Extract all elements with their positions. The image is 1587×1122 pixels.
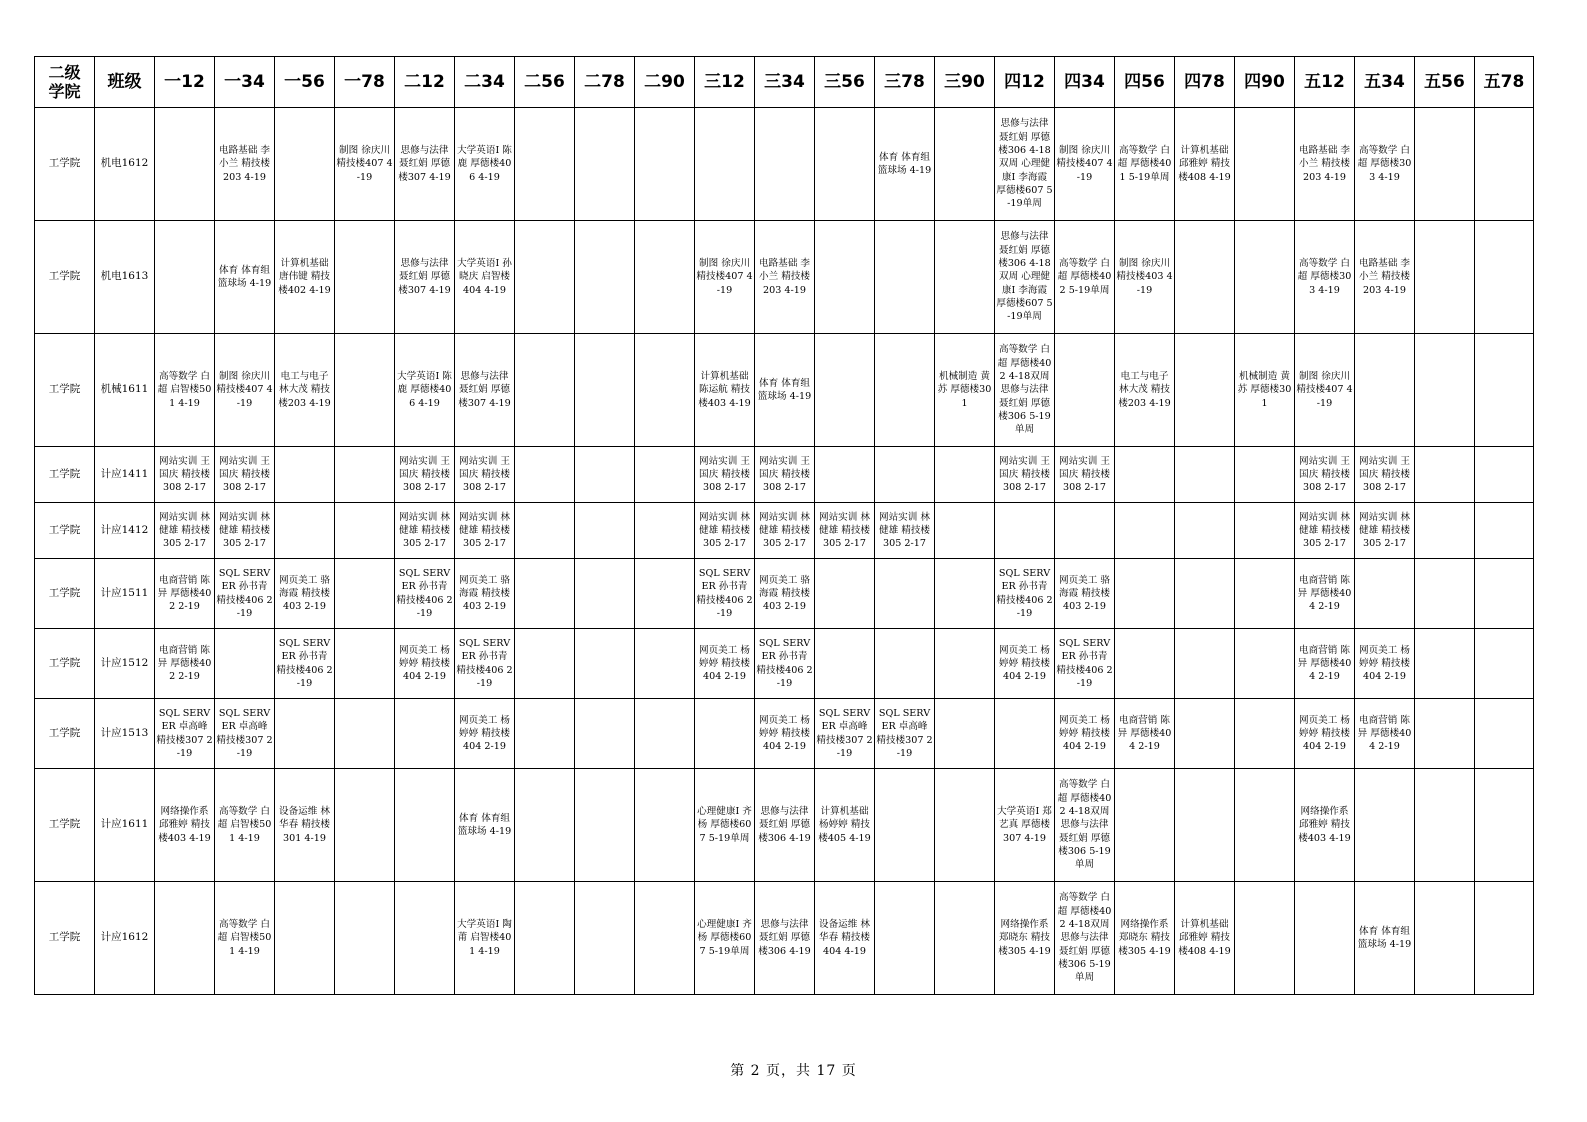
course-cell bbox=[1115, 447, 1175, 503]
course-cell bbox=[515, 447, 575, 503]
course-cell bbox=[395, 699, 455, 769]
course-cell bbox=[515, 334, 575, 447]
college-cell: 工学院 bbox=[35, 447, 95, 503]
header-period: 二90 bbox=[635, 57, 695, 108]
course-cell: 设备运维 林华春 精技楼301 4-19 bbox=[275, 769, 335, 882]
course-cell: 设备运维 林华春 精技楼404 4-19 bbox=[815, 882, 875, 995]
course-cell bbox=[1235, 503, 1295, 559]
course-cell: 大学英语Ⅰ 孙晓庆 启智楼404 4-19 bbox=[455, 221, 515, 334]
course-cell: 网页美工 骆海霞 精技楼403 2-19 bbox=[275, 559, 335, 629]
course-cell bbox=[875, 447, 935, 503]
course-cell bbox=[1235, 221, 1295, 334]
class-cell: 计应1513 bbox=[95, 699, 155, 769]
course-cell bbox=[395, 769, 455, 882]
table-row bbox=[35, 108, 1534, 221]
course-cell bbox=[335, 334, 395, 447]
course-cell: 网页美工 骆海霞 精技楼403 2-19 bbox=[755, 559, 815, 629]
course-cell bbox=[935, 699, 995, 769]
course-cell bbox=[335, 447, 395, 503]
course-cell bbox=[935, 447, 995, 503]
course-cell: 大学英语Ⅰ 陶莆 启智楼401 4-19 bbox=[455, 882, 515, 995]
course-cell bbox=[1055, 503, 1115, 559]
course-cell bbox=[1415, 559, 1475, 629]
course-cell bbox=[635, 882, 695, 995]
college-cell: 工学院 bbox=[35, 503, 95, 559]
course-cell: 大学英语Ⅰ 郑艺真 厚德楼307 4-19 bbox=[995, 769, 1055, 882]
course-cell: 计算机基础 邱雅婷 精技楼408 4-19 bbox=[1175, 108, 1235, 221]
table-row bbox=[35, 629, 1534, 699]
class-cell: 计应1511 bbox=[95, 559, 155, 629]
timetable bbox=[34, 56, 1534, 995]
course-cell: 网站实训 林健雄 精技楼305 2-17 bbox=[695, 503, 755, 559]
course-cell bbox=[275, 503, 335, 559]
course-cell bbox=[1175, 334, 1235, 447]
table-row bbox=[35, 699, 1534, 769]
course-cell bbox=[1355, 334, 1415, 447]
course-cell bbox=[815, 221, 875, 334]
course-cell bbox=[1415, 447, 1475, 503]
course-cell: SQL SERVER 孙书青 精技楼406 2-19 bbox=[995, 559, 1055, 629]
course-cell bbox=[275, 447, 335, 503]
course-cell bbox=[515, 503, 575, 559]
course-cell: 高等数学 白超 厚德楼402 4-18双周 思修与法律 聂红娟 厚德楼306 5-19单周 bbox=[995, 334, 1055, 447]
course-cell: 电路基础 李小兰 精技楼203 4-19 bbox=[1355, 221, 1415, 334]
course-cell: 网站实训 王国庆 精技楼308 2-17 bbox=[1055, 447, 1115, 503]
course-cell bbox=[1175, 769, 1235, 882]
course-cell bbox=[1115, 769, 1175, 882]
course-cell: SQL SERVER 卓高峰 精技楼307 2-19 bbox=[815, 699, 875, 769]
course-cell: 高等数学 白超 厚德楼402 5-19单周 bbox=[1055, 221, 1115, 334]
college-cell: 工学院 bbox=[35, 559, 95, 629]
course-cell bbox=[515, 769, 575, 882]
course-cell: SQL SERVER 孙书青 精技楼406 2-19 bbox=[455, 629, 515, 699]
course-cell: 制图 徐庆川 精技楼407 4-19 bbox=[1055, 108, 1115, 221]
header-period: 三56 bbox=[815, 57, 875, 108]
table-row bbox=[35, 334, 1534, 447]
course-cell bbox=[935, 108, 995, 221]
course-cell bbox=[995, 503, 1055, 559]
course-cell: 制图 徐庆川 精技楼407 4-19 bbox=[695, 221, 755, 334]
course-cell bbox=[635, 503, 695, 559]
course-cell: 思修与法律 聂红娟 厚德楼306 4-18双周 心理健康Ⅰ 李海霞 厚德楼607 5-19单周 bbox=[995, 108, 1055, 221]
course-cell: 思修与法律 聂红娟 厚德楼306 4-19 bbox=[755, 882, 815, 995]
header-college: 二级学院 bbox=[35, 57, 95, 108]
course-cell bbox=[635, 559, 695, 629]
course-cell: 网站实训 王国庆 精技楼308 2-17 bbox=[455, 447, 515, 503]
course-cell: 网站实训 林健雄 精技楼305 2-17 bbox=[1355, 503, 1415, 559]
course-cell: 体育 体育组 篮球场 4-19 bbox=[1355, 882, 1415, 995]
college-cell: 工学院 bbox=[35, 629, 95, 699]
course-cell bbox=[935, 882, 995, 995]
course-cell bbox=[635, 769, 695, 882]
course-cell: 电路基础 李小兰 精技楼203 4-19 bbox=[755, 221, 815, 334]
course-cell bbox=[275, 882, 335, 995]
course-cell: 体育 体育组 篮球场 4-19 bbox=[875, 108, 935, 221]
course-cell bbox=[635, 447, 695, 503]
course-cell bbox=[575, 334, 635, 447]
course-cell bbox=[515, 221, 575, 334]
course-cell: 电路基础 李小兰 精技楼203 4-19 bbox=[1295, 108, 1355, 221]
course-cell: 高等数学 白超 启智楼501 4-19 bbox=[155, 334, 215, 447]
header-period: 三78 bbox=[875, 57, 935, 108]
course-cell: 网站实训 林健雄 精技楼305 2-17 bbox=[215, 503, 275, 559]
course-cell: 网络操作系 邱雅婷 精技楼403 4-19 bbox=[155, 769, 215, 882]
course-cell bbox=[1475, 503, 1534, 559]
course-cell bbox=[1475, 221, 1534, 334]
table-row bbox=[35, 503, 1534, 559]
course-cell bbox=[875, 769, 935, 882]
course-cell bbox=[815, 334, 875, 447]
course-cell: 网页美工 杨婷婷 精技楼404 2-19 bbox=[1355, 629, 1415, 699]
header-period: 四12 bbox=[995, 57, 1055, 108]
class-cell: 计应1512 bbox=[95, 629, 155, 699]
header-period: 一34 bbox=[215, 57, 275, 108]
course-cell bbox=[1235, 108, 1295, 221]
course-cell: 网页美工 杨婷婷 精技楼404 2-19 bbox=[1055, 699, 1115, 769]
course-cell bbox=[1235, 559, 1295, 629]
course-cell bbox=[815, 447, 875, 503]
course-cell: 电商营销 陈异 厚德楼402 2-19 bbox=[155, 629, 215, 699]
course-cell: 网站实训 王国庆 精技楼308 2-17 bbox=[215, 447, 275, 503]
course-cell: 高等数学 白超 厚德楼303 4-19 bbox=[1355, 108, 1415, 221]
course-cell: 计算机基础 邱雅婷 精技楼408 4-19 bbox=[1175, 882, 1235, 995]
course-cell bbox=[1415, 629, 1475, 699]
course-cell bbox=[1475, 334, 1534, 447]
course-cell: SQL SERVER 孙书青 精技楼406 2-19 bbox=[695, 559, 755, 629]
course-cell bbox=[275, 699, 335, 769]
course-cell: SQL SERVER 孙书青 精技楼406 2-19 bbox=[395, 559, 455, 629]
course-cell bbox=[575, 447, 635, 503]
course-cell: SQL SERVER 卓高峰 精技楼307 2-19 bbox=[155, 699, 215, 769]
course-cell: 网站实训 林健雄 精技楼305 2-17 bbox=[815, 503, 875, 559]
course-cell bbox=[335, 629, 395, 699]
course-cell bbox=[1415, 882, 1475, 995]
course-cell bbox=[515, 108, 575, 221]
header-period: 三90 bbox=[935, 57, 995, 108]
class-cell: 计应1611 bbox=[95, 769, 155, 882]
course-cell: 网页美工 骆海霞 精技楼403 2-19 bbox=[1055, 559, 1115, 629]
course-cell: SQL SERVER 孙书青 精技楼406 2-19 bbox=[275, 629, 335, 699]
class-cell: 机电1612 bbox=[95, 108, 155, 221]
course-cell: 电商营销 陈异 厚德楼404 2-19 bbox=[1295, 629, 1355, 699]
course-cell bbox=[275, 108, 335, 221]
course-cell bbox=[1475, 629, 1534, 699]
course-cell bbox=[815, 559, 875, 629]
header-class: 班级 bbox=[95, 57, 155, 108]
course-cell bbox=[1415, 108, 1475, 221]
course-cell: 网页美工 杨婷婷 精技楼404 2-19 bbox=[995, 629, 1055, 699]
course-cell bbox=[1235, 447, 1295, 503]
course-cell: 高等数学 白超 启智楼501 4-19 bbox=[215, 882, 275, 995]
course-cell: 制图 徐庆川 精技楼407 4-19 bbox=[215, 334, 275, 447]
college-cell: 工学院 bbox=[35, 108, 95, 221]
course-cell: 思修与法律 聂红娟 厚德楼306 4-18双周 心理健康Ⅰ 李海霞 厚德楼607 5-19单周 bbox=[995, 221, 1055, 334]
course-cell: 网络操作系 邱雅婷 精技楼403 4-19 bbox=[1295, 769, 1355, 882]
course-cell bbox=[515, 882, 575, 995]
header-period: 二34 bbox=[455, 57, 515, 108]
course-cell: 机械制造 黄苏 厚德楼301 bbox=[1235, 334, 1295, 447]
header-period: 五56 bbox=[1415, 57, 1475, 108]
header-period: 一12 bbox=[155, 57, 215, 108]
course-cell: 大学英语Ⅰ 陈鹿 厚德楼406 4-19 bbox=[395, 334, 455, 447]
course-cell: 网络操作系 郑晓东 精技楼305 4-19 bbox=[1115, 882, 1175, 995]
course-cell bbox=[695, 108, 755, 221]
table-row bbox=[35, 559, 1534, 629]
course-cell: 计算机基础 唐伟键 精技楼402 4-19 bbox=[275, 221, 335, 334]
course-cell: 网站实训 林健雄 精技楼305 2-17 bbox=[755, 503, 815, 559]
course-cell bbox=[1175, 559, 1235, 629]
course-cell bbox=[1175, 447, 1235, 503]
course-cell bbox=[1475, 108, 1534, 221]
course-cell bbox=[1355, 559, 1415, 629]
header-period: 五12 bbox=[1295, 57, 1355, 108]
course-cell bbox=[1475, 699, 1534, 769]
course-cell: 网站实训 王国庆 精技楼308 2-17 bbox=[395, 447, 455, 503]
course-cell bbox=[635, 334, 695, 447]
course-cell bbox=[515, 699, 575, 769]
table-row bbox=[35, 447, 1534, 503]
course-cell: 制图 徐庆川 精技楼407 4-19 bbox=[335, 108, 395, 221]
course-cell: 网页美工 杨婷婷 精技楼404 2-19 bbox=[695, 629, 755, 699]
course-cell: 网站实训 王国庆 精技楼308 2-17 bbox=[1355, 447, 1415, 503]
course-cell: 电商营销 陈异 厚德楼402 2-19 bbox=[155, 559, 215, 629]
course-cell bbox=[1415, 699, 1475, 769]
college-cell: 工学院 bbox=[35, 882, 95, 995]
course-cell bbox=[1235, 769, 1295, 882]
course-cell bbox=[1235, 699, 1295, 769]
course-cell: 电工与电子 林大茂 精技楼203 4-19 bbox=[1115, 334, 1175, 447]
table-row bbox=[35, 221, 1534, 334]
course-cell: 体育 体育组 篮球场 4-19 bbox=[755, 334, 815, 447]
header-period: 五78 bbox=[1475, 57, 1534, 108]
header-period: 一78 bbox=[335, 57, 395, 108]
course-cell: 大学英语Ⅰ 陈鹿 厚德楼406 4-19 bbox=[455, 108, 515, 221]
course-cell bbox=[935, 559, 995, 629]
course-cell bbox=[935, 221, 995, 334]
header-period: 五34 bbox=[1355, 57, 1415, 108]
course-cell bbox=[875, 629, 935, 699]
course-cell bbox=[1295, 882, 1355, 995]
course-cell: 电路基础 李小兰 精技楼203 4-19 bbox=[215, 108, 275, 221]
course-cell: 思修与法律 聂红娟 厚德楼307 4-19 bbox=[395, 221, 455, 334]
course-cell bbox=[995, 699, 1055, 769]
course-cell bbox=[335, 221, 395, 334]
class-cell: 计应1412 bbox=[95, 503, 155, 559]
header-period: 四34 bbox=[1055, 57, 1115, 108]
course-cell: 心理健康Ⅰ 齐杨 厚德楼607 5-19单周 bbox=[695, 882, 755, 995]
course-cell: 机械制造 黄苏 厚德楼301 bbox=[935, 334, 995, 447]
course-cell: 心理健康Ⅰ 齐杨 厚德楼607 5-19单周 bbox=[695, 769, 755, 882]
course-cell: 网站实训 林健雄 精技楼305 2-17 bbox=[875, 503, 935, 559]
table-row bbox=[35, 882, 1534, 995]
course-cell: 计算机基础 陈运航 精技楼403 4-19 bbox=[695, 334, 755, 447]
course-cell bbox=[1475, 882, 1534, 995]
course-cell: 网站实训 王国庆 精技楼308 2-17 bbox=[755, 447, 815, 503]
course-cell: 网站实训 王国庆 精技楼308 2-17 bbox=[995, 447, 1055, 503]
course-cell: 体育 体育组 篮球场 4-19 bbox=[215, 221, 275, 334]
header-period: 一56 bbox=[275, 57, 335, 108]
course-cell: 网站实训 王国庆 精技楼308 2-17 bbox=[1295, 447, 1355, 503]
course-cell bbox=[575, 699, 635, 769]
course-cell: 思修与法律 聂红娟 厚德楼307 4-19 bbox=[455, 334, 515, 447]
course-cell bbox=[935, 629, 995, 699]
course-cell bbox=[335, 503, 395, 559]
course-cell: 网站实训 林健雄 精技楼305 2-17 bbox=[1295, 503, 1355, 559]
course-cell: SQL SERVER 卓高峰 精技楼307 2-19 bbox=[215, 699, 275, 769]
course-cell: 高等数学 白超 厚德楼303 4-19 bbox=[1295, 221, 1355, 334]
course-cell bbox=[575, 882, 635, 995]
course-cell bbox=[1175, 503, 1235, 559]
college-cell: 工学院 bbox=[35, 334, 95, 447]
course-cell bbox=[755, 108, 815, 221]
course-cell: 高等数学 白超 厚德楼402 4-18双周 思修与法律 聂红娟 厚德楼306 5-19单周 bbox=[1055, 882, 1115, 995]
course-cell bbox=[155, 108, 215, 221]
course-cell bbox=[335, 769, 395, 882]
page-footer: 第 2 页，共 17 页 bbox=[730, 1063, 857, 1079]
course-cell bbox=[575, 221, 635, 334]
course-cell bbox=[875, 559, 935, 629]
class-cell: 计应1612 bbox=[95, 882, 155, 995]
course-cell: 网页美工 杨婷婷 精技楼404 2-19 bbox=[395, 629, 455, 699]
course-cell bbox=[635, 108, 695, 221]
course-cell bbox=[1475, 447, 1534, 503]
course-cell bbox=[335, 882, 395, 995]
course-cell bbox=[1115, 629, 1175, 699]
header-period: 二78 bbox=[575, 57, 635, 108]
course-cell: 电商营销 陈异 厚德楼404 2-19 bbox=[1355, 699, 1415, 769]
course-cell: 高等数学 白超 启智楼501 4-19 bbox=[215, 769, 275, 882]
header-period: 二12 bbox=[395, 57, 455, 108]
header-period: 二56 bbox=[515, 57, 575, 108]
college-cell: 工学院 bbox=[35, 769, 95, 882]
course-cell: 体育 体育组 篮球场 4-19 bbox=[455, 769, 515, 882]
class-cell: 机电1613 bbox=[95, 221, 155, 334]
course-cell: 电工与电子 林大茂 精技楼203 4-19 bbox=[275, 334, 335, 447]
course-cell bbox=[575, 503, 635, 559]
course-cell bbox=[575, 769, 635, 882]
course-cell bbox=[395, 882, 455, 995]
class-cell: 计应1411 bbox=[95, 447, 155, 503]
course-cell: 网页美工 杨婷婷 精技楼404 2-19 bbox=[455, 699, 515, 769]
course-cell bbox=[575, 559, 635, 629]
course-cell bbox=[1175, 629, 1235, 699]
course-cell bbox=[515, 559, 575, 629]
header-row bbox=[35, 57, 1534, 108]
course-cell: SQL SERVER 孙书青 精技楼406 2-19 bbox=[1055, 629, 1115, 699]
course-cell bbox=[1475, 769, 1534, 882]
course-cell bbox=[215, 629, 275, 699]
course-cell bbox=[155, 882, 215, 995]
course-cell bbox=[155, 221, 215, 334]
course-cell bbox=[1055, 334, 1115, 447]
course-cell: 电商营销 陈异 厚德楼404 2-19 bbox=[1115, 699, 1175, 769]
course-cell: 制图 徐庆川 精技楼407 4-19 bbox=[1295, 334, 1355, 447]
course-cell: 高等数学 白超 厚德楼402 4-18双周 思修与法律 聂红娟 厚德楼306 5-19单周 bbox=[1055, 769, 1115, 882]
course-cell: 网站实训 林健雄 精技楼305 2-17 bbox=[395, 503, 455, 559]
course-cell bbox=[515, 629, 575, 699]
course-cell: 网站实训 王国庆 精技楼308 2-17 bbox=[155, 447, 215, 503]
header-period: 三34 bbox=[755, 57, 815, 108]
course-cell bbox=[875, 221, 935, 334]
course-cell: 思修与法律 聂红娟 厚德楼306 4-19 bbox=[755, 769, 815, 882]
course-cell bbox=[1235, 629, 1295, 699]
course-cell: 网页美工 杨婷婷 精技楼404 2-19 bbox=[1295, 699, 1355, 769]
course-cell bbox=[335, 559, 395, 629]
course-cell bbox=[1115, 503, 1175, 559]
course-cell: SQL SERVER 孙书青 精技楼406 2-19 bbox=[755, 629, 815, 699]
course-cell: 网页美工 骆海霞 精技楼403 2-19 bbox=[455, 559, 515, 629]
course-cell bbox=[1415, 769, 1475, 882]
course-cell bbox=[1175, 221, 1235, 334]
header-period: 三12 bbox=[695, 57, 755, 108]
course-cell: 高等数学 白超 厚德楼401 5-19单周 bbox=[1115, 108, 1175, 221]
course-cell bbox=[575, 629, 635, 699]
header-period: 四56 bbox=[1115, 57, 1175, 108]
course-cell: 网页美工 杨婷婷 精技楼404 2-19 bbox=[755, 699, 815, 769]
course-cell: 思修与法律 聂红娟 厚德楼307 4-19 bbox=[395, 108, 455, 221]
course-cell bbox=[875, 882, 935, 995]
course-cell bbox=[1115, 559, 1175, 629]
course-cell bbox=[935, 503, 995, 559]
course-cell: SQL SERVER 卓高峰 精技楼307 2-19 bbox=[875, 699, 935, 769]
course-cell: 网络操作系 郑晓东 精技楼305 4-19 bbox=[995, 882, 1055, 995]
course-cell: SQL SERVER 孙书青 精技楼406 2-19 bbox=[215, 559, 275, 629]
class-cell: 机械1611 bbox=[95, 334, 155, 447]
course-cell bbox=[635, 629, 695, 699]
course-cell bbox=[815, 629, 875, 699]
table-row bbox=[35, 769, 1534, 882]
header-period: 四78 bbox=[1175, 57, 1235, 108]
course-cell: 网站实训 林健雄 精技楼305 2-17 bbox=[155, 503, 215, 559]
course-cell bbox=[935, 769, 995, 882]
course-cell bbox=[1475, 559, 1534, 629]
course-cell: 电商营销 陈异 厚德楼404 2-19 bbox=[1295, 559, 1355, 629]
course-cell bbox=[1415, 503, 1475, 559]
course-cell bbox=[635, 221, 695, 334]
course-cell: 计算机基础 杨婷婷 精技楼405 4-19 bbox=[815, 769, 875, 882]
college-cell: 工学院 bbox=[35, 699, 95, 769]
course-cell bbox=[635, 699, 695, 769]
course-cell: 网站实训 王国庆 精技楼308 2-17 bbox=[695, 447, 755, 503]
course-cell: 制图 徐庆川 精技楼403 4-19 bbox=[1115, 221, 1175, 334]
course-cell bbox=[875, 334, 935, 447]
course-cell bbox=[1175, 699, 1235, 769]
course-cell bbox=[1415, 334, 1475, 447]
course-cell bbox=[695, 699, 755, 769]
course-cell bbox=[575, 108, 635, 221]
college-cell: 工学院 bbox=[35, 221, 95, 334]
header-period: 四90 bbox=[1235, 57, 1295, 108]
course-cell bbox=[335, 699, 395, 769]
course-cell bbox=[1415, 221, 1475, 334]
course-cell bbox=[815, 108, 875, 221]
course-cell bbox=[1235, 882, 1295, 995]
course-cell bbox=[1355, 769, 1415, 882]
course-cell: 网站实训 林健雄 精技楼305 2-17 bbox=[455, 503, 515, 559]
